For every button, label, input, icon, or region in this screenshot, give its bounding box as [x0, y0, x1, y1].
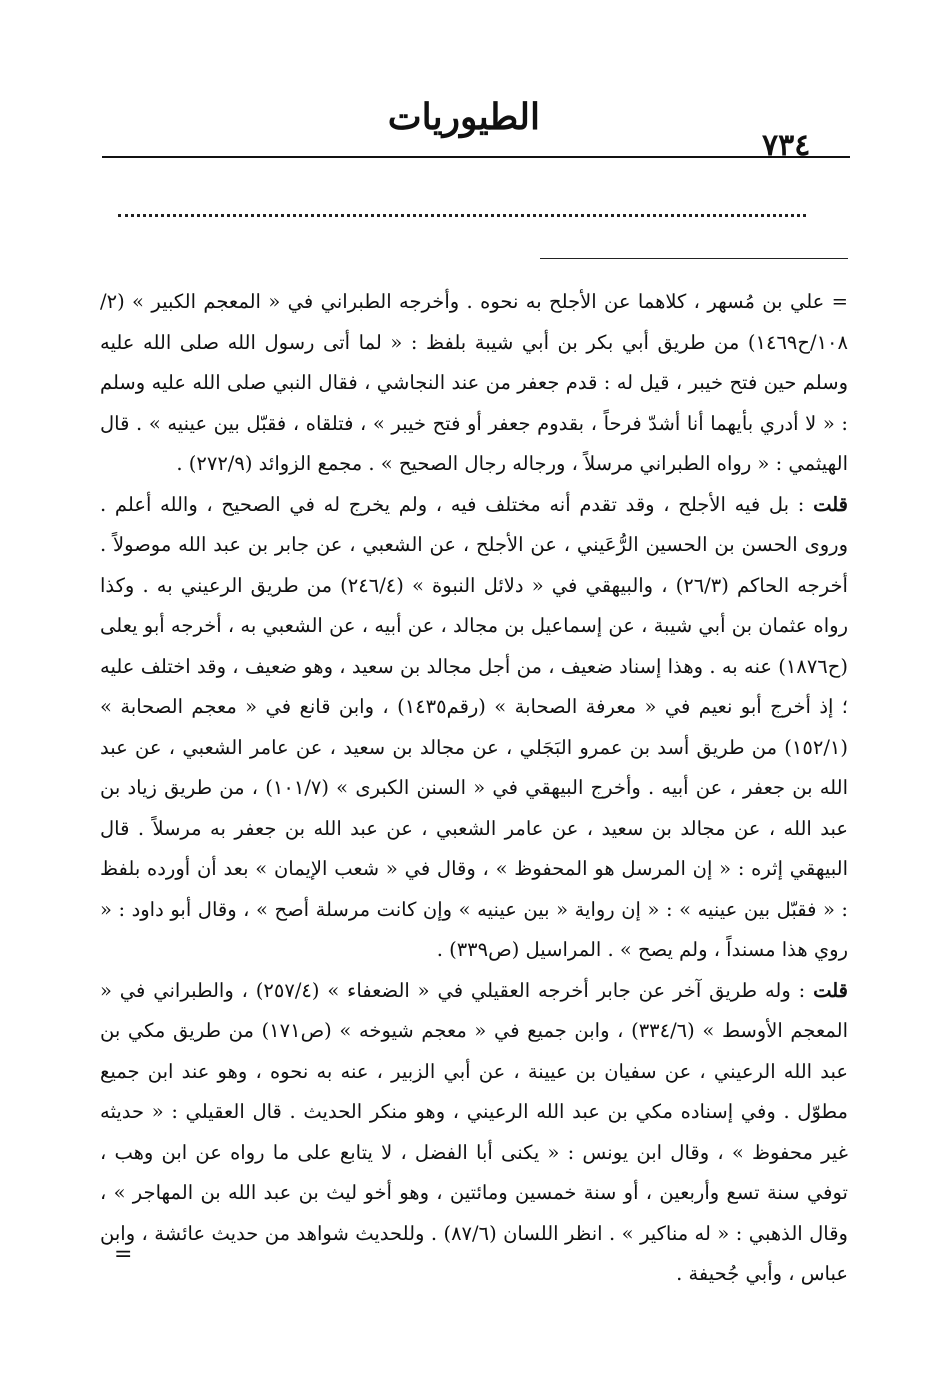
header-divider: [102, 156, 850, 158]
footnote-paragraph-3: [100, 971, 848, 1295]
dotted-separator: [118, 214, 806, 217]
paragraph-text: : بل فيه الأجلح ، وقد تقدم أنه مختلف فيه ، ولم يخرج له في الصحيح ، والله أعلم . وروى الحسن بن الحسين الرُّعَيني ، عن الأجلح ، عن الشعبي ، عن جابر بن عبد الله موصولاً . أخرجه الحاكم (٢٦/٣) ، والبيهقي في « دلائل النبوة » (٢٤٦/٤) من طريق الرعيني به . وكذا رواه عثمان بن أبي شيبة ، عن إسماعيل بن مجالد ، عن أبيه ، عن الشعبي به ، أخرجه أبو يعلى (ح١٨٧٦) عنه به . وهذا إسناد ضعيف ، من أجل مجالد بن سعيد ، وهو ضعيف ، وقد اختلف عليه ؛ إذ أخرج أبو نعيم في « معرفة الصحابة » (رقم١٤٣٥) ، وابن قانع في « معجم الصحابة » (١٥٢/١) من طريق أسد بن عمرو البَجَلي ، عن مجالد بن سعيد ، عن عامر الشعبي ، عن عبد الله بن جعفر ، عن أبيه . وأخرج البيهقي في « السنن الكبرى » (١٠١/٧) ، من طريق زياد بن عبد الله ، عن مجالد بن سعيد ، عن عامر الشعبي ، عن عبد الله بن جعفر به مرسلاً . قال البيهقي إثره : « إن المرسل هو المحفوظ » ، وقال في « شعب الإيمان » بعد أن أورده بلفظ : « فقبّل بين عينيه » : « إن رواية « بين عينيه » وإن كانت مرسلة أصح » ، وقال أبو داود : « روي هذا مسنداً ، ولم يصح » . المراسيل (ص٣٣٩) .: [100, 492, 848, 961]
page-number: ٧٣٤: [762, 128, 811, 163]
paragraph-text: : وله طريق آخر عن جابر أخرجه العقيلي في « الضعفاء » (٢٥٧/٤) ، والطبراني في « المعجم الأوسط » (٣٣٤/٦) ، وابن جميع في « معجم شيوخه » (ص١٧١) من طريق مكي بن عبد الله الرعيني ، عن سفيان بن عيينة ، عن أبي الزبير ، عنه به نحوه ، وهو عند ابن جميع مطوّل . وفي إسناده مكي بن عبد الله الرعيني ، وهو منكر الحديث . قال العقيلي : « حديثه غير محفوظ » ، وقال ابن يونس : « يكنى أبا الفضل ، لا يتابع على ما رواه عن ابن وهب ، توفي سنة تسع وأربعين ، أو سنة خمسين ومائتين ، وهو أخو ليث بن عبد الله بن المهاجر » ، وقال الذهبي : « له مناكير » . انظر اللسان (٨٧/٦) . وللحديث شواهد من حديث عائشة ، وابن عباس ، وأبي جُحيفة .: [100, 978, 848, 1285]
paragraph-label: قلت: [813, 492, 848, 516]
paragraph-label: قلت: [813, 978, 849, 1002]
footnote-body: [100, 282, 848, 1295]
footnote-paragraph-1: [100, 282, 848, 485]
footnote-divider: [540, 258, 848, 259]
running-header-title: الطيوريات: [387, 96, 540, 138]
footnote-paragraph-2: [100, 485, 848, 971]
continuation-mark: =: [114, 1242, 133, 1267]
paragraph-text: = علي بن مُسهر ، كلاهما عن الأجلح به نحوه . وأخرجه الطبراني في « المعجم الكبير » (٢/ ١٠٨/ح١٤٦٩) من طريق أبي بكر بن أبي شيبة بلفظ : « لما أتى رسول الله صلى الله عليه وسلم حين فتح خيبر ، قيل له : قدم جعفر من عند النجاشي ، فقال النبي صلى الله عليه وسلم : « لا أدري بأيهما أنا أشدّ فرحاً ، بقدوم جعفر أو فتح خيبر » ، فتلقاه ، فقبّل بين عينيه » . قال الهيثمي : « رواه الطبراني مرسلاً ، ورجاله رجال الصحيح » . مجمع الزوائد (٢٧٢/٩) .: [100, 290, 848, 475]
